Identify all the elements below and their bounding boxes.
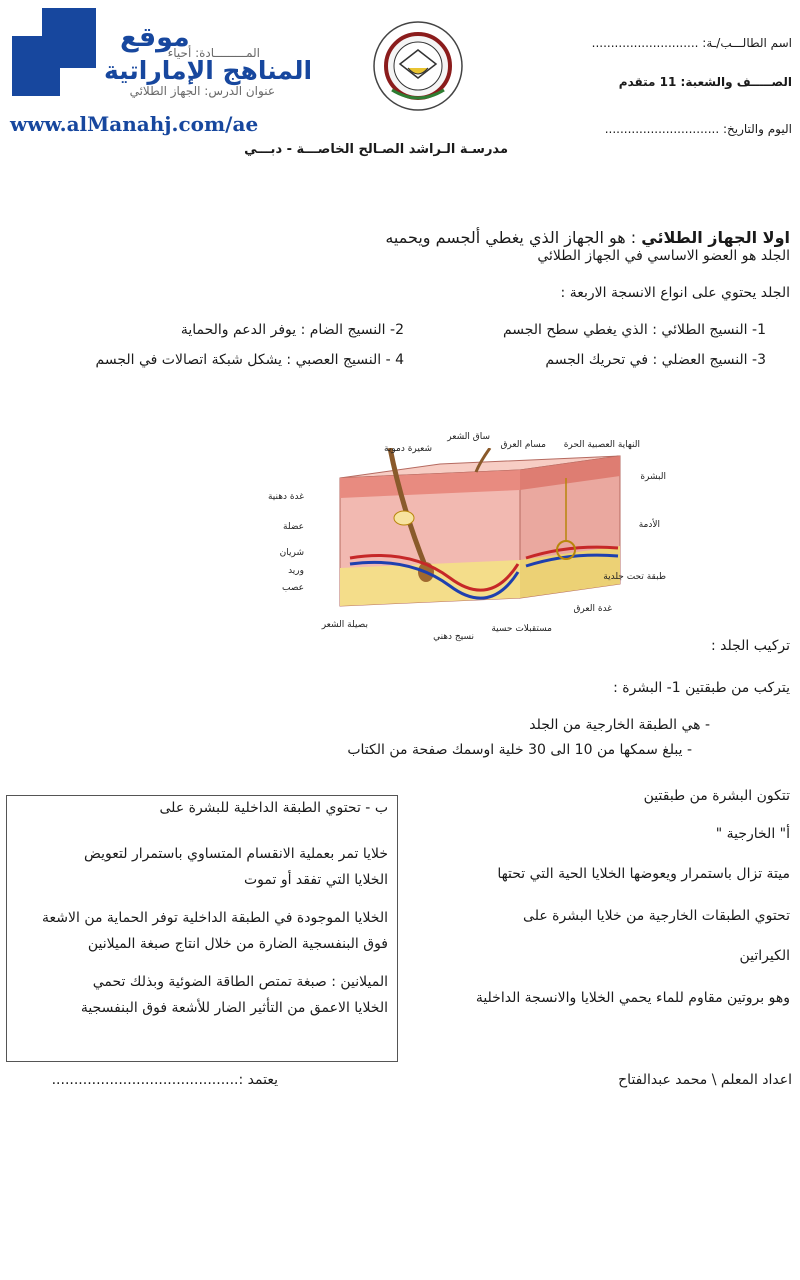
label-muscle: عضلة (283, 522, 304, 532)
structure-bullet-1: - هي الطبقة الخارجية من الجلد (529, 717, 710, 733)
student-name-field: اسم الطالـــب/ـة: ............................ (591, 36, 792, 50)
epidermis-line-5: الكيراتين (739, 948, 790, 964)
label-receptors: مستقبلات حسية (491, 624, 552, 634)
structure-title: تركيب الجلد : (710, 638, 790, 654)
intro-heading: اولا الجهاز الطلائي (641, 228, 790, 247)
tissue-item-1: 1- النسيج الطلائي : الذي يغطي سطح الجسم (502, 322, 766, 338)
label-epidermis: البشرة (640, 472, 666, 482)
site-logo (12, 8, 90, 98)
box-line-7: الخلايا الاعمق من التأثير الضار للأشعة فوق البنفسجية (80, 1000, 388, 1016)
label-sweat-gland: غدة العرق (573, 604, 612, 614)
intro-heading-line (385, 228, 790, 247)
epidermis-line-4: تحتوي الطبقات الخارجية من خلايا البشرة على (523, 908, 790, 924)
class-section: الصـــــف والشعبة: 11 متقدم (618, 75, 792, 89)
tissue-item-3: 3- النسيج العضلي : في تحريك الجسم (545, 352, 766, 368)
label-nerve: عصب (281, 583, 304, 593)
structure-bullet-2: - يبلغ سمكها من 10 الى 30 خلية اوسمك صفحة من الكتاب (347, 742, 692, 758)
label-sebaceous-gland: غدة دهنية (267, 492, 304, 502)
label-pore: مسام العرق (500, 440, 546, 450)
box-line-6: الميلانين : صبغة تمتص الطاقة الضوئية وبذلك تحمي (92, 974, 388, 990)
epidermis-line-6: وهو بروتين مقاوم للماء يحمي الخلايا والانسجة الداخلية (475, 990, 790, 1006)
epidermis-line-1: تتكون البشرة من طبقتين (643, 788, 790, 804)
box-line-2: خلايا تمر بعملية الانقسام المتساوي باستمرار لتعويض (83, 846, 388, 862)
inner-layer-box (6, 795, 398, 1062)
logo-word-2: المناهج الإماراتية (104, 56, 313, 85)
tissue-item-2: 2- النسيج الضام : يوفر الدعم والحماية (180, 322, 404, 338)
box-line-1: ب - تحتوي الطبقة الداخلية للبشرة على (159, 800, 388, 816)
epidermis-line-3: ميتة تزال باستمرار ويعوضها الخلايا الحية التي تحتها (497, 866, 790, 882)
school-seal-icon (372, 20, 464, 112)
skin-diagram (330, 448, 630, 618)
label-hypodermis: طبقة تحت جلدية (603, 572, 666, 582)
label-fat-tissue: نسيج دهني (433, 632, 474, 642)
box-line-3: الخلايا التي تفقد أو تموت (243, 872, 388, 888)
label-blood-vessel: شعيرة دموية (384, 444, 432, 454)
label-vein: وريد (288, 566, 304, 576)
box-line-5: فوق البنفسجية الضارة من خلال انتاج صبغة الميلانين (87, 936, 388, 952)
lesson-title: عنوان الدرس: الجهاز الطلائي (129, 84, 275, 98)
intro-definition: : هو الجهاز الذي يغطي ألجسم ويحميه (385, 228, 637, 247)
label-hair-follicle: بصيلة الشعر (321, 620, 368, 630)
label-nerve-ending: النهاية العصبية الحرة (563, 440, 640, 450)
label-dermis: الأدمة (638, 520, 660, 530)
approved-field: يعتمد :.......................................... (51, 1072, 278, 1088)
epidermis-line-2: أ" الخارجية " (715, 826, 790, 842)
day-date-field: اليوم والتاريخ: .............................. (604, 122, 792, 136)
label-artery: شريان (279, 548, 304, 558)
structure-layers: يتركب من طبقتين 1- البشرة : (613, 680, 790, 696)
subject-line: المـــــــــادة: أحياء (167, 46, 260, 60)
label-hair-shaft: ساق الشعر (447, 432, 490, 442)
logo-word-1: موقع (120, 22, 190, 53)
intro-line-2: الجلد يحتوي على انواع الانسجة الاربعة : (560, 285, 790, 301)
prepared-by: اعداد المعلم \ محمد عبدالفتاح (618, 1072, 792, 1088)
intro-line-1: الجلد هو العضو الاساسي في الجهاز الطلائي (537, 248, 790, 264)
site-url[interactable]: www.alManahj.com/ae (10, 112, 259, 136)
tissue-item-4: 4 - النسيج العصبي : يشكل شبكة اتصالات في الجسم (95, 352, 404, 368)
box-line-4: الخلايا الموجودة في الطبقة الداخلية توفر الحماية من الاشعة (42, 910, 388, 926)
school-name: مدرسـة الـراشد الصـالح الخاصـــة - دبـــي (244, 142, 508, 157)
